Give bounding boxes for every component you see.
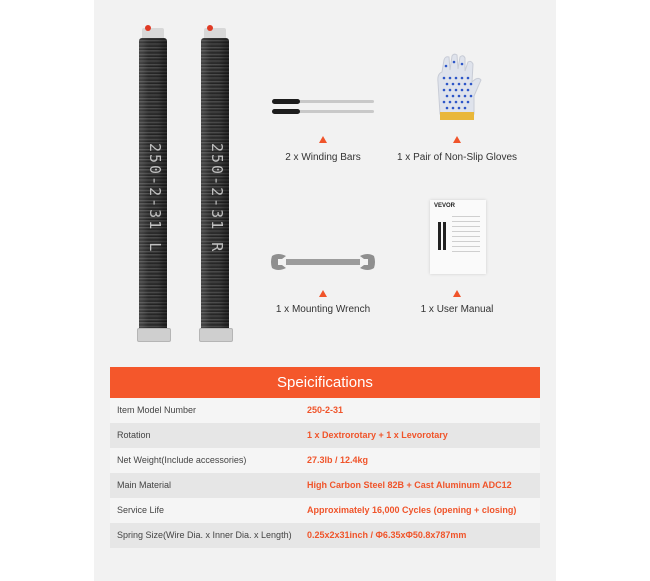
spec-value: 1 x Dextrorotary + 1 x Levorotary [307,430,448,440]
spec-key: Main Material [117,480,172,490]
spec-row [110,448,540,473]
spec-row [110,473,540,498]
spec-row [110,398,540,423]
gloves-icon [430,52,486,126]
wrench-icon [268,250,378,274]
marker-triangle-icon [319,290,327,297]
spec-value: 27.3lb / 12.4kg [307,455,369,465]
accessory-caption: 1 x Mounting Wrench [275,304,371,315]
spring-label: 250-2-31 R [208,142,226,254]
spring-plate [199,328,233,342]
spring-label: 250-2-31 L [146,142,164,254]
specifications-title: Speicifications [110,367,540,398]
winding-bars-icon [270,96,376,120]
spec-key: Item Model Number [117,405,197,415]
torsion-spring-left [138,28,168,340]
spec-value: 0.25x2x31inch / Φ6.35xΦ50.8x787mm [307,530,467,540]
spec-key: Net Weight(Include accessories) [117,455,247,465]
marker-triangle-icon [453,290,461,297]
accessory-caption: 2 x Winding Bars [285,152,361,163]
spec-key: Spring Size(Wire Dia. x Inner Dia. x Length) [117,530,292,540]
accessory-caption: 1 x User Manual [420,304,494,315]
spec-key: Service Life [117,505,165,515]
marker-triangle-icon [319,136,327,143]
spring-plate [137,328,171,342]
spec-row [110,498,540,523]
spec-value: 250-2-31 [307,405,344,415]
marker-triangle-icon [453,136,461,143]
spec-row [110,523,540,548]
spec-row [110,423,540,448]
spec-key: Rotation [117,430,151,440]
manual-icon [430,200,486,274]
accessory-caption: 1 x Pair of Non-Slip Gloves [396,152,518,163]
spec-value: High Carbon Steel 82B + Cast Aluminum ADC12 [307,480,512,490]
torsion-spring-right [200,28,230,340]
spec-value: Approximately 16,000 Cycles (opening + closing) [307,505,517,515]
manual-brand: VEVOR [434,203,456,209]
